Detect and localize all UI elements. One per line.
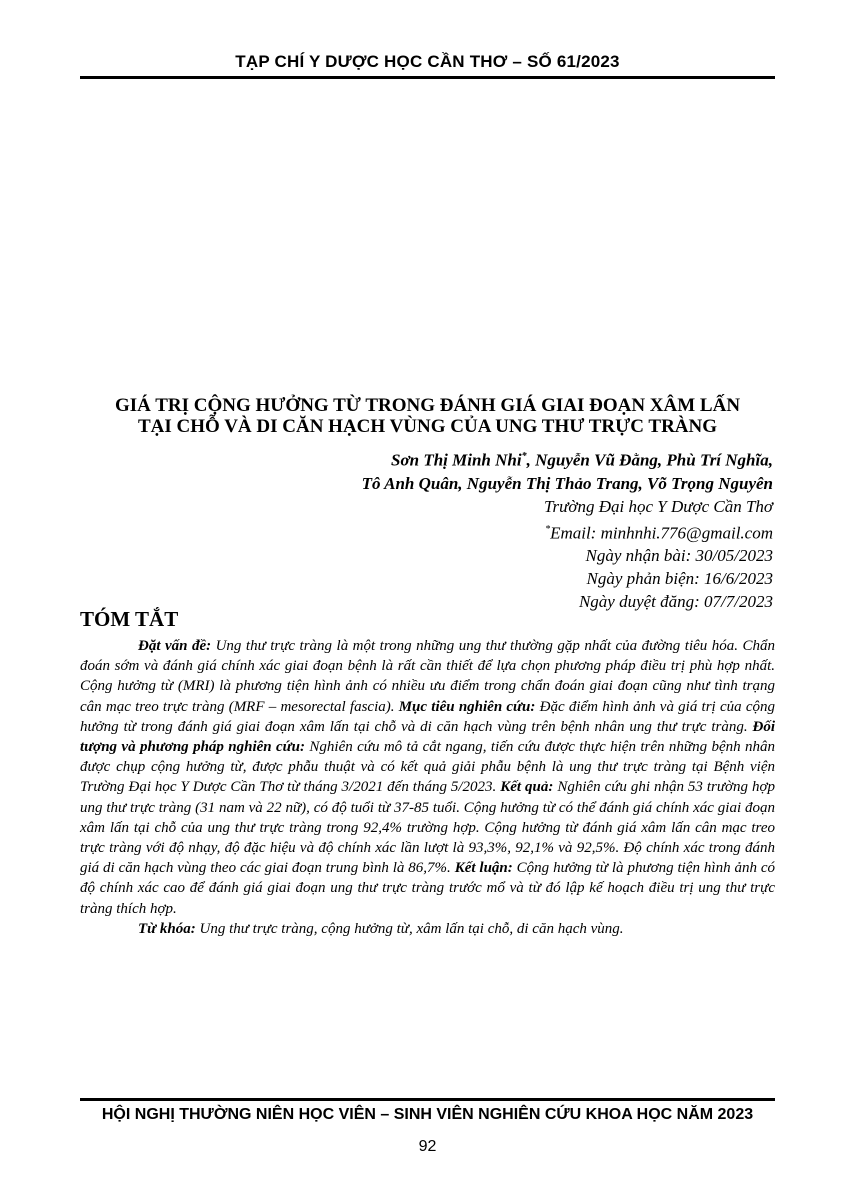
objectives-label: Mục tiêu nghiên cứu: (398, 698, 536, 715)
received-date: Ngày nhận bài: 30/05/2023 (585, 546, 773, 566)
keywords-paragraph (80, 919, 775, 939)
conclusion-label: Kết luận: (454, 860, 513, 877)
keywords-text: Ung thư trực tràng, cộng hưởng từ, xâm lấn tại chỗ, di căn hạch vùng. (195, 920, 624, 937)
footer-rule (80, 1098, 775, 1101)
title-line-1: GIÁ TRỊ CỘNG HƯỞNG TỪ TRONG ĐÁNH GIÁ GIAI ĐOẠN XÂM LẤN (114, 395, 741, 416)
email: Email: minhnhi.776@gmail.com (550, 523, 773, 543)
methods-label: Đối tượng và phương pháp nghiên cứu: (80, 718, 775, 756)
conference-footer: HỘI NGHỊ THƯỜNG NIÊN HỌC VIÊN – SINH VIÊN NGHIÊN CỨU KHOA HỌC NĂM 2023 (101, 1106, 754, 1123)
page-number: 92 (418, 1138, 437, 1155)
methods-text: Nghiên cứu mô tả cắt ngang, tiến cứu được thực hiện trên những bệnh nhân được chụp cộng hưởng từ, được phẫu thuật và có kết quả giải phẫu bệnh là ung thư trực tràng tại Bệnh viện Trường Đại học Y Dược Cần Thơ từ tháng 3/2021 đến tháng 5/2023. (80, 739, 775, 796)
affiliation: Trường Đại học Y Dược Cần Thơ (543, 496, 773, 516)
authors-line-2: Tô Anh Quân, Nguyễn Thị Thảo Trang, Võ Trọng Nguyên (361, 473, 773, 493)
article-title (80, 395, 775, 437)
conclusion-text: Cộng hưởng từ là phương tiện hình ảnh có độ chính xác cao để đánh giá giai đoạn ung thư trực tràng trước mổ và từ đó lập kế hoạch điều trị ung thư trực tràng thích hợp. (80, 860, 776, 917)
authors-line-1 (173, 445, 773, 472)
journal-header: TẠP CHÍ Y DƯỢC HỌC CẦN THƠ – SỐ 61/2023 (235, 52, 620, 71)
email-line (173, 518, 773, 545)
results-label: Kết quả: (500, 779, 554, 796)
results-text: Nghiên cứu ghi nhận 53 trường hợp ung thư trực tràng (31 nam và 22 nữ), có độ tuổi từ 37-85 tuổi. Cộng hưởng từ có thể đánh giá chính xác giai đoạn xâm lấn tại chỗ của ung thư trực tràng trong 92,4% trường hợp. Cộng hưởng từ đánh giá xâm lấn cân mạc treo trực tràng với độ nhạy, độ đặc hiệu và độ chính xác lần lượt là 93,3%, 92,1% và 92,5%. Độ chính xác trong đánh giá di căn hạch vùng theo các giai đoạn trung bình là 86,7%. (80, 779, 776, 877)
abstract-body (80, 636, 775, 939)
authors-line-1-rest: , Nguyễn Vũ Đằng, Phù Trí Nghĩa, (526, 450, 773, 470)
abstract-paragraph (80, 636, 775, 919)
accepted-date: Ngày duyệt đăng: 07/7/2023 (578, 592, 773, 612)
reviewed-date: Ngày phản biện: 16/6/2023 (586, 569, 773, 589)
objectives-text: Đặc điểm hình ảnh và giá trị của cộng hưởng từ trong đánh giá giai đoạn xâm lấn tại chỗ và di căn hạch vùng trên bệnh nhân ung thư trực tràng. (80, 698, 775, 735)
keywords-label: Từ khóa: (138, 920, 196, 937)
email-mark: * (545, 523, 551, 535)
background-text: Ung thư trực tràng là một trong những ung thư thường gặp nhất của đường tiêu hóa. Chẩn đoán sớm và đánh giá chính xác giai đoạn bệnh là rất cần thiết để lựa chọn phương pháp điều trị phù hợp nhất. Cộng hưởng từ (MRI) là phương tiện hình ảnh có nhiều ưu điểm trong chẩn đoán giai đoạn cũng như tình trạng cân mạc treo trực tràng (MRF – mesorectal fascia). (80, 638, 775, 715)
author-1: Sơn Thị Minh Nhi (391, 450, 522, 470)
author-block (173, 445, 773, 613)
corresponding-mark: * (521, 451, 527, 462)
title-line-2: TẠI CHỖ VÀ DI CĂN HẠCH VÙNG CỦA UNG THƯ TRỰC TRÀNG (137, 416, 718, 437)
header-rule (80, 76, 775, 79)
background-label: Đặt vấn đề: (138, 638, 212, 654)
abstract-heading: TÓM TẮT (80, 607, 179, 631)
